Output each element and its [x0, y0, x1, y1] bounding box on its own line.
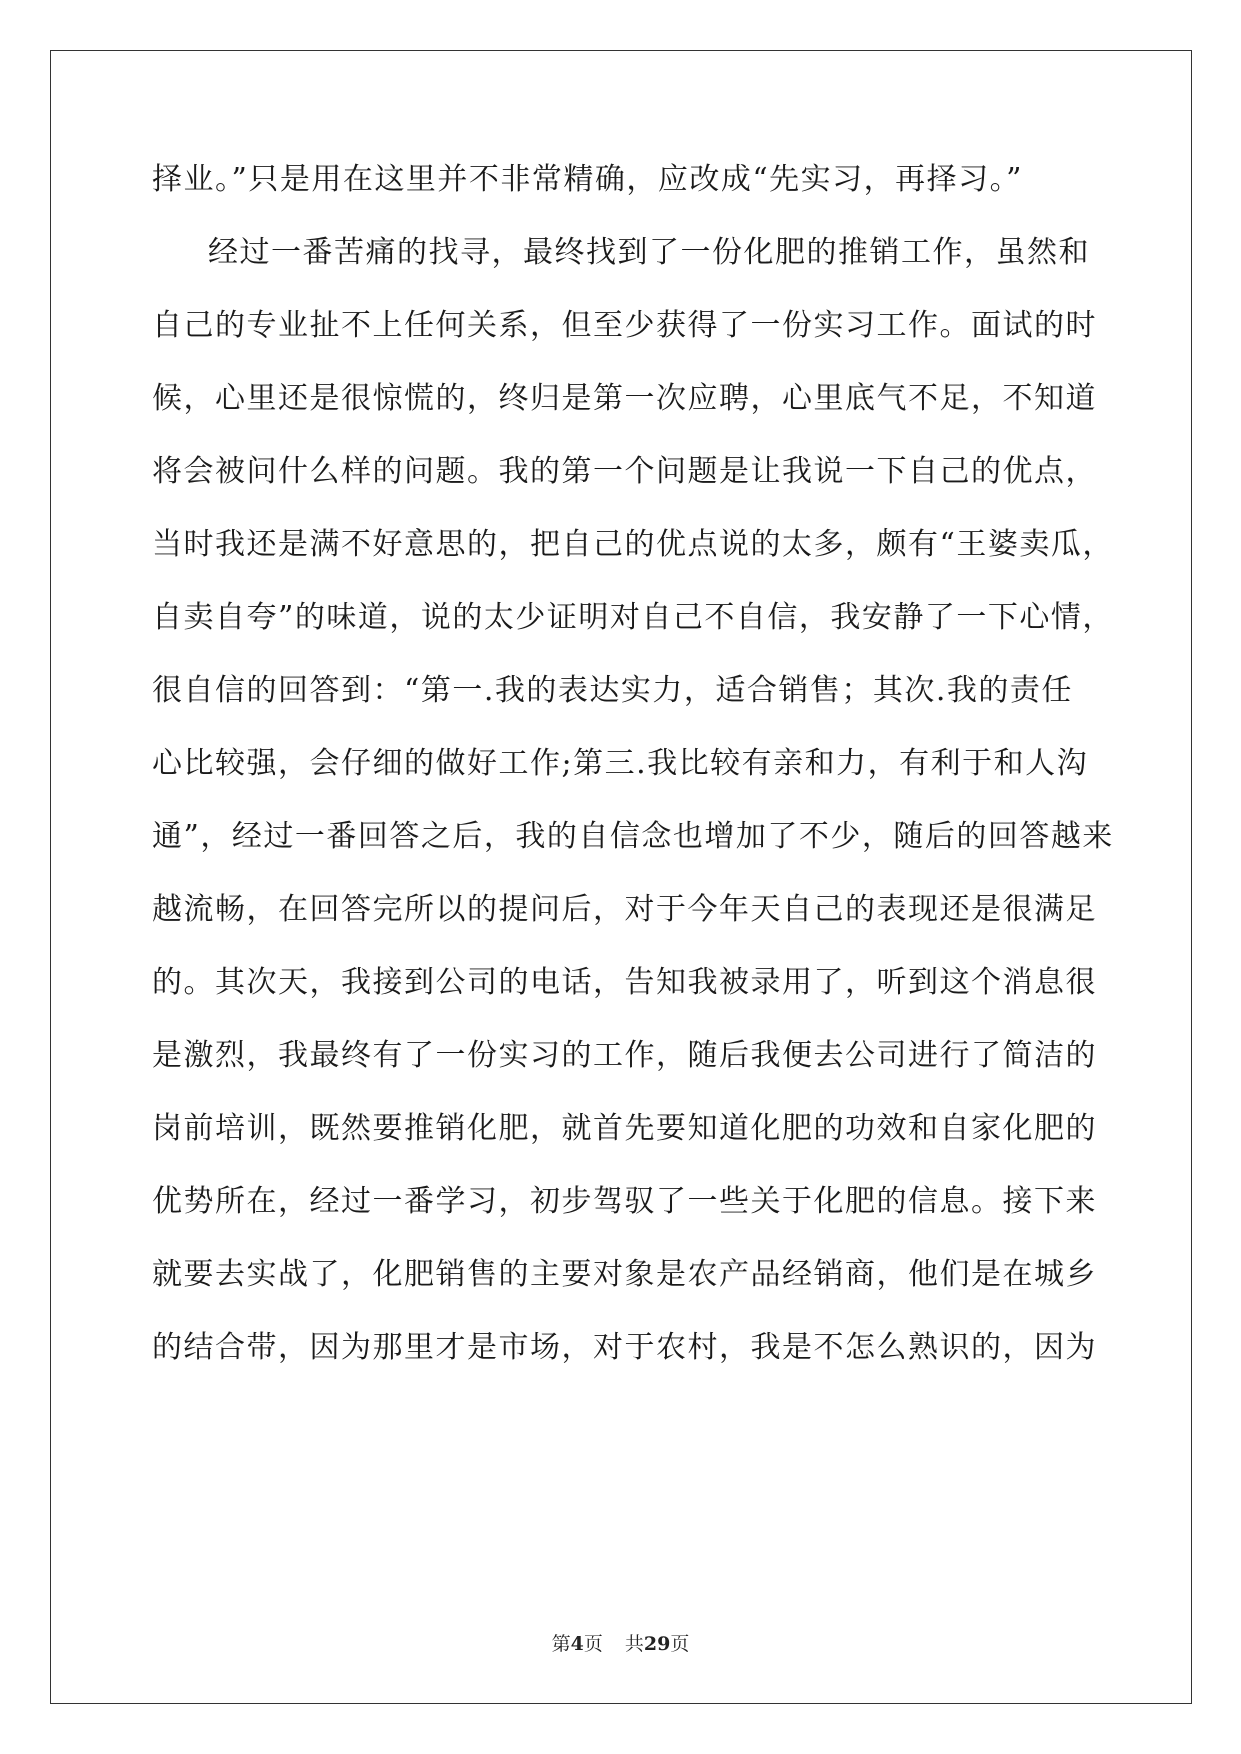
text-line: 当时我还是满不好意思的，把自己的优点说的太多，颇有“王婆卖瓜，	[152, 527, 1114, 562]
text-line: 越流畅，在回答完所以的提问后，对于今年天自己的表现还是很满足	[152, 892, 1097, 927]
text-line: 择业。”只是用在这里并不非常精确，应改成“先实习，再择习。”	[152, 162, 1024, 197]
page-border	[50, 50, 1192, 1704]
text-line: 很自信的回答到：“第一.我的表达实力，适合销售；其次.我的责任	[152, 673, 1073, 708]
text-line: 就要去实战了，化肥销售的主要对象是农产品经销商，他们是在城乡	[152, 1257, 1097, 1292]
text-line: 通”，经过一番回答之后，我的自信念也增加了不少，随后的回答越来	[152, 819, 1114, 854]
text-line: 将会被问什么样的问题。我的第一个问题是让我说一下自己的优点，	[152, 454, 1097, 489]
page-suffix: 页	[583, 1633, 603, 1655]
text-line: 自卖自夸”的味道，说的太少证明对自己不自信，我安静了一下心情，	[152, 600, 1114, 635]
text-line: 的。其次天，我接到公司的电话，告知我被录用了，听到这个消息很	[152, 965, 1097, 1000]
paragraph-start-line: 经过一番苦痛的找寻，最终找到了一份化肥的推销工作，虽然和	[208, 235, 1090, 270]
total-pages: 29	[643, 1633, 671, 1655]
page-prefix: 第	[551, 1633, 571, 1655]
total-prefix: 共	[624, 1633, 644, 1655]
text-line: 心比较强，会仔细的做好工作;第三.我比较有亲和力，有利于和人沟	[152, 746, 1089, 781]
text-line: 优势所在，经过一番学习，初步驾驭了一些关于化肥的信息。接下来	[152, 1184, 1097, 1219]
page-footer	[0, 1632, 1241, 1656]
text-line: 是激烈，我最终有了一份实习的工作，随后我便去公司进行了简洁的	[152, 1038, 1097, 1073]
page-number: 4	[570, 1633, 584, 1655]
text-line: 自己的专业扯不上任何关系，但至少获得了一份实习工作。面试的时	[152, 308, 1097, 343]
text-line: 的结合带，因为那里才是市场，对于农村，我是不怎么熟识的，因为	[152, 1330, 1097, 1365]
text-line: 岗前培训，既然要推销化肥，就首先要知道化肥的功效和自家化肥的	[152, 1111, 1097, 1146]
total-suffix: 页	[670, 1633, 690, 1655]
text-line: 候，心里还是很惊慌的，终归是第一次应聘，心里底气不足，不知道	[152, 381, 1097, 416]
